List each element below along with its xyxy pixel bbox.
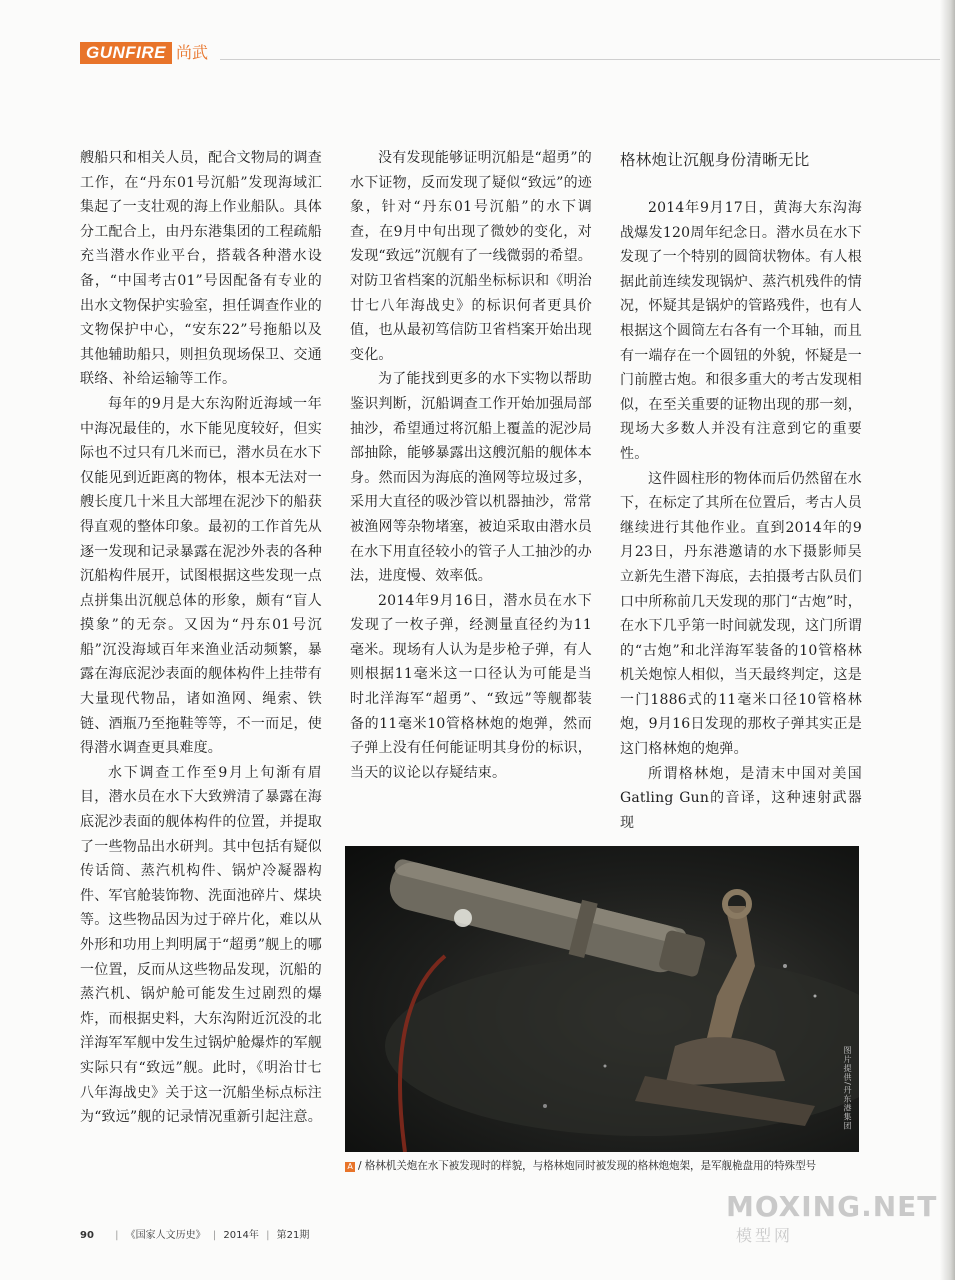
paragraph: 所谓格林炮，是清末中国对美国Gatling Gun的音译，这种速射武器现 bbox=[620, 765, 862, 831]
issue-year: 2014年 bbox=[223, 1230, 259, 1241]
page-number: 90 bbox=[80, 1230, 94, 1241]
paragraph: 2014年9月16日，潜水员在水下发现了一枚子弹，经测量直径约为11毫米。现场有人认为是步枪子弹，有人则根据11毫米这一口径认为可能是当时北洋海军“超勇”、“致远”等舰都装备的11毫米10管格林炮的炮弹，然而子弹上没有任何能证明其身份的标识，当天的议论以存疑结束。 bbox=[350, 592, 592, 781]
header-rule bbox=[220, 59, 948, 60]
underwater-photo bbox=[345, 846, 859, 1152]
gatling-gun-illustration bbox=[345, 846, 859, 1152]
brand-label: GUNFIRE bbox=[80, 42, 172, 64]
paragraph: 每年的9月是大东沟附近海域一年中海况最佳的，水下能见度较好，但实际也不过只有几米而已，潜水员在水下仅能见到近距离的物体，根本无法对一艘长度几十米且大部埋在泥沙下的船获得直观的整体印象。最初的工作首先从逐一发现和记录暴露在泥沙外表的各种沉船构件展开，试图根据这些发现一点点拼集出沉舰总体的形象，颇有“盲人摸象”的无奈。又因为“丹东01号沉船”沉没海域百年来渔业活动频繁，暴露在海底泥沙表面的舰体构件上挂带有大量现代物品，诸如渔网、绳索、铁链、酒瓶乃至拖鞋等等，不一而足，使得潜水调查更具难度。 bbox=[80, 395, 322, 757]
page-footer: 90 | 《国家人文历史》 | 2014年 | 第21期 bbox=[80, 1230, 310, 1241]
figure-caption bbox=[345, 1158, 865, 1173]
magazine-title: 《国家人文历史》 bbox=[125, 1230, 206, 1241]
section-subhead: 格林炮让沉舰身份清晰无比 bbox=[620, 151, 810, 169]
paragraph: 2014年9月17日，黄海大东沟海战爆发120周年纪念日。潜水员在水下发现了一个特别的圆筒状物体。有人根据此前连续发现锅炉、蒸汽机残件的情况，怀疑其是锅炉的管路残件，也有人根据这个圆筒左右各有一个耳轴，而且有一端存在一个圆钮的外貌，怀疑是一门前膛古炮。和很多重大的考古发现相似，在至关重要的证物出现的那一刻，现场大多数人并没有注意到它的重要性。 bbox=[620, 200, 862, 462]
paragraph: 没有发现能够证明沉船是“超勇”的水下证物，反而发现了疑似“致远”的迹象，针对“丹东01号沉船”的水下调查，在9月中旬出现了微妙的变化，对发现“致远”沉舰有了一线微弱的希望。对防卫省档案的沉船坐标标识和《明治廿七八年海战史》的标识何者更具价值，也从最初笃信防卫省档案开始出现变化。 bbox=[350, 150, 592, 363]
text-column-2 bbox=[350, 146, 592, 785]
issue-number: 第21期 bbox=[276, 1230, 310, 1241]
caption-text: / 格林机关炮在水下被发现时的样貌，与格林炮同时被发现的格林炮炮架，是军舰桅盘用的特殊型号 bbox=[358, 1160, 816, 1172]
text-column-1 bbox=[80, 146, 322, 1130]
paragraph: 这件圆柱形的物体而后仍然留在水下，在标定了其所在位置后，考古人员继续进行其他作业。直到2014年的9月23日，丹东港邀请的水下摄影师吴立新先生潜下海底，去拍摄考古队员们口中所称前几天发现的那门“古炮”时，在水下几乎第一时间就发现，这门所谓的“古炮”和北洋海军装备的10管格林机关炮惊人相似，当天最终判定，这是一门1886式的11毫米口径10管格林炮，9月16日发现的那枚子弹其实正是这门格林炮的炮弹。 bbox=[620, 470, 862, 758]
photo-credit: 图片提供/丹东港集团 bbox=[843, 1046, 852, 1131]
triangle-icon: A bbox=[345, 1162, 355, 1172]
paragraph: 水下调查工作至9月上旬渐有眉目，潜水员在水下大致辨清了暴露在海底泥沙表面的舰体构件的位置，并提取了一些物品出水研判。其中包括有疑似传话筒、蒸汽机构件、锅炉冷凝器构件、军官舱装饰物、洗面池碎片、煤块等。这些物品因为过于碎片化，难以从外形和功用上判明属于“超勇”舰上的哪一位置，反而从这些物品发现，沉船的蒸汽机、锅炉舱可能发生过剧烈的爆炸，而根据史料，大东沟附近沉没的北洋海军军舰中发生过锅炉舱爆炸的军舰实际只有“致远”舰。此时，《明治廿七八年海战史》关于这一沉船坐标点标注为“致远”舰的记录情况重新引起注意。 bbox=[80, 764, 322, 1126]
watermark-sub: 模型网 bbox=[736, 1226, 794, 1245]
paragraph: 艘船只和相关人员，配合文物局的调查工作，在“丹东01号沉船”发现海域汇集起了一支壮观的海上作业船队。具体分工配合上，由丹东港集团的工程疏船充当潜水作业平台，搭载各种潜水设备，“中国考古01”号因配备有专业的出水文物保护实验室，担任调查作业的文物保护中心，“安东22”号拖船以及其他辅助船只，则担负现场保卫、交通联络、补给运输等工作。 bbox=[80, 150, 322, 388]
section-title: 尚武 bbox=[176, 43, 209, 62]
scan-edge bbox=[940, 0, 955, 1280]
watermark: MOXING.NET bbox=[726, 1190, 938, 1223]
paragraph: 为了能找到更多的水下实物以帮助鉴识判断，沉船调查工作开始加强局部抽沙，希望通过将沉船上覆盖的泥沙局部抽除，能够暴露出这艘沉船的舰体本身。然而因为海底的渔网等垃圾过多，采用大直径的吸沙管以机器抽沙，常常被渔网等杂物堵塞，被迫采取由潜水员在水下用直径较小的管子人工抽沙的办法，进度慢、效率低。 bbox=[350, 371, 592, 585]
text-column-3 bbox=[620, 196, 862, 835]
page-header bbox=[80, 42, 948, 66]
